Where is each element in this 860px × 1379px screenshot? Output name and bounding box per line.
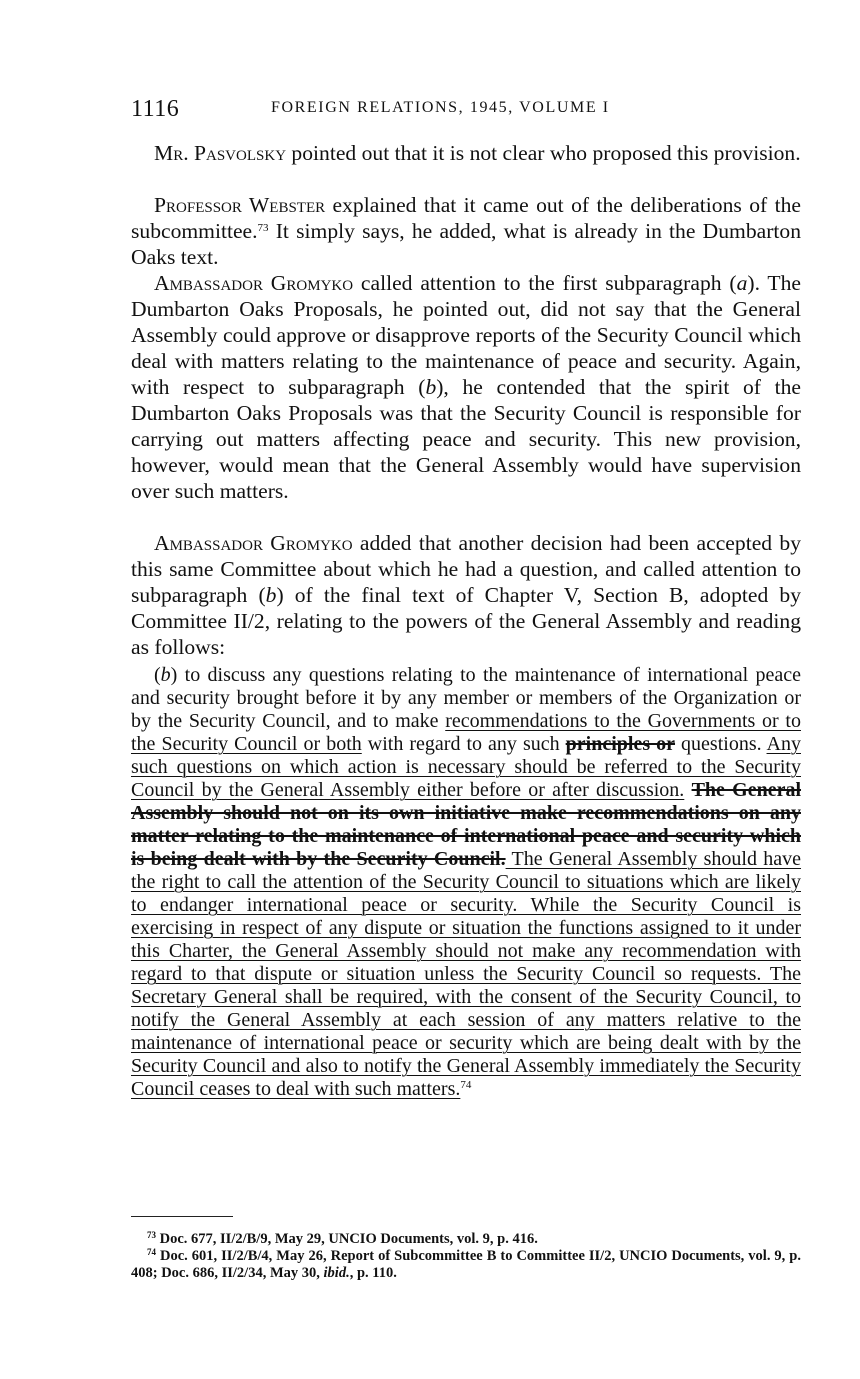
footnote-text: , p. 110. <box>349 1265 397 1281</box>
paragraph-gromyko-1 <box>131 270 801 504</box>
paragraph-text: explained that it came out of the deliberations of the subcommittee. <box>131 193 801 243</box>
footnote-text: Doc. 677, II/2/B/9, May 29, UNCIO Documents, vol. 9, p. 416. <box>156 1231 538 1247</box>
speaker-name: Ambassador Gromyko <box>154 531 353 555</box>
footnote-74 <box>131 1248 801 1282</box>
speaker-name: Mr. Pasvolsky <box>154 141 287 165</box>
footnote-divider <box>131 1216 233 1217</box>
footnote-ref-73[interactable]: 73 <box>257 222 269 234</box>
footnotes <box>131 1231 801 1282</box>
paragraph-pasvolsky <box>131 140 801 166</box>
underlined-insertion: The General Assembly should have the right to call the attention of the Security Council to situations which are likely to endanger international peace or security. While the Security Council is exercising in respect of any dispute or situation the functions assigned to it under this Charter, the General Assembly should not make any recommendation with regard to that dispute or situation unless the Security Council so requests. The Secretary General shall be required, with the consent of the Security Council, to notify the General Assembly at each session of any matters relative to the maintenance of international peace or security which are being dealt with by the Security Council and also to notify the General Assembly immediately the Security Council ceases to deal with such matters. <box>131 848 802 1100</box>
quote-text: questions. <box>675 733 767 755</box>
footnote-73 <box>131 1231 801 1248</box>
paragraph-text: added that another decision had been accepted by this same Committee about which he had a question, and called attention to subparagraph ( <box>131 531 802 607</box>
footnote-text: Doc. 601, II/2/B/4, May 26, Report of Subcommittee B to Committee II/2, UNCIO Documents, vol. 9, p. 408; Doc. 686, II/2/34, May 30, <box>131 1248 801 1281</box>
quote-text <box>684 779 691 801</box>
underlined-insertion: Any such questions on which action is necessary should be referred to the Security Council by the General Assembly either before or after discussion. <box>131 733 801 801</box>
quoted-provision <box>131 664 801 1101</box>
paragraph-text: ) of the final text of Chapter V, Section B, adopted by Committee II/2, relating to the powers of the General Assembly and reading as follows: <box>131 583 801 659</box>
speaker-name: Ambassador Gromyko <box>154 271 354 295</box>
footnote-ibid: ibid. <box>323 1265 350 1281</box>
footnote-mark: 73 <box>147 1230 156 1240</box>
subparagraph-letter: b <box>425 375 437 399</box>
paragraph-text: ). The Dumbarton Oaks Proposals, he pointed out, did not say that the General Assembly could approve or disapprove reports of the Security Council which deal with matters relating to the maintenance of peace and security. Again, with respect to subparagraph ( <box>131 271 802 399</box>
running-title: FOREIGN RELATIONS, 1945, VOLUME I <box>271 99 610 116</box>
struck-deletion: principles or <box>565 733 676 755</box>
struck-deletion: The General Assembly should not on its own initiative make recommendations on any matter relating to the maintenance of international peace and security which is being dealt with by the Security Council. <box>131 779 802 870</box>
speaker-name: Professor Webster <box>154 193 326 217</box>
paragraph-text: ), he contended that the spirit of the Dumbarton Oaks Proposals was that the Security Council is responsible for carrying out matters affecting peace and security. This new provision, however, would mean that the General Assembly would have supervision over such matters. <box>131 375 801 503</box>
page-number: 1116 <box>131 96 180 122</box>
subparagraph-letter: b <box>265 583 277 607</box>
subparagraph-letter: b <box>160 664 171 686</box>
quote-text: with regard to any such <box>361 733 566 755</box>
footnote-ref-74[interactable]: 74 <box>460 1079 472 1091</box>
running-head <box>131 96 801 124</box>
paragraph-text: It simply says, he added, what is already in the Dumbarton Oaks text. <box>131 219 801 269</box>
paragraph-text: pointed out that it is not clear who proposed this provision. <box>286 141 801 165</box>
subparagraph-letter: a <box>736 271 748 295</box>
quote-text: ) to discuss any questions relating to the maintenance of international peace and security brought before it by any member or members of the Organization or by the Security Council, and to make <box>131 664 801 732</box>
paragraph-webster <box>131 192 801 270</box>
paragraph-gromyko-2 <box>131 530 801 660</box>
quote-text: ( <box>154 664 161 686</box>
paragraph-text: called attention to the first subparagraph ( <box>353 271 737 295</box>
footnote-mark: 74 <box>147 1247 156 1257</box>
underlined-insertion: recommendations to the Governments or to the Security Council or both <box>131 710 801 755</box>
